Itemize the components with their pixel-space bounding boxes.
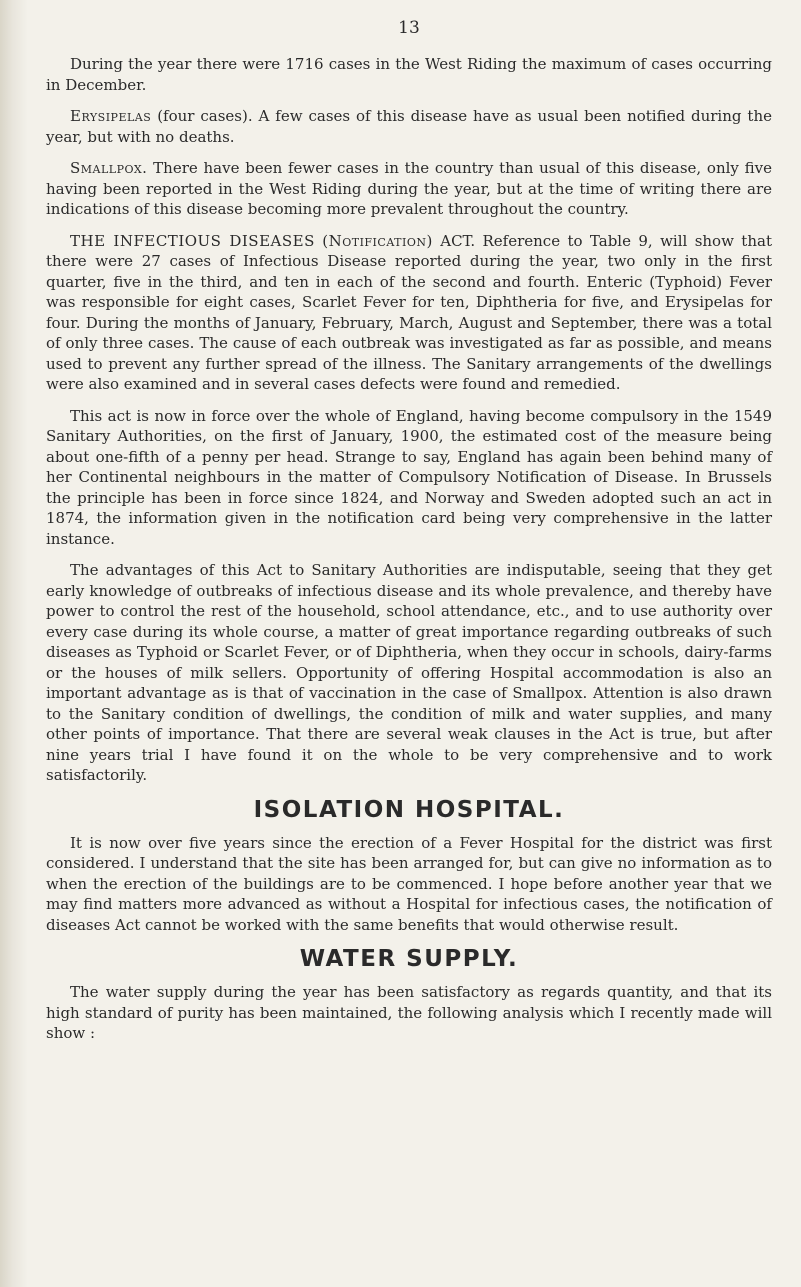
- paragraph-act-advantages: [46, 560, 772, 786]
- paragraph-erysipelas: [46, 106, 772, 147]
- erysipelas-heading: Erysipelas: [70, 107, 152, 125]
- paragraph-text: (four cases). A few cases of this disease have as usual been notified during the year, but with no deaths.: [46, 107, 772, 146]
- paragraph-text: ACT. Reference to Table 9, will show that there were 27 cases of Infectious Disease reported during the year, two only in the first quarter, five in the third, and ten in each of the second and fourth. Enteric (Typhoid) Fever was responsible for eight cases, Scarlet Fever for ten, Diphtheria for five, and Erysipelas for four. During the months of January, February, March, August and September, there was a total of only three cases. The cause of each outbreak was investigated as far as possible, and means used to prevent any further spread of the illness. The Sanitary arrangements of the dwellings were also examined and in several cases defects were found and remedied.: [46, 231, 772, 393]
- page-number: 13: [398, 18, 420, 38]
- act-heading: THE INFECTIOUS DISEASES: [70, 231, 315, 250]
- paragraph-west-riding: [46, 54, 772, 95]
- act-subheading: (Notification): [322, 231, 433, 250]
- paragraph-text: It is now over five years since the erection of a Fever Hospital for the district was first considered. I understand that the site has been arranged for, but can give no information as to when the erection of the buildings are to be commenced. I hope before another year that we may find matters more advanced as without a Hospital for infectious cases, the notification of diseases Act cannot be worked with the same benefits that would otherwise result.: [46, 833, 772, 934]
- paragraph-isolation-hospital: [46, 833, 772, 936]
- water-supply-title: WATER SUPPLY.: [299, 946, 519, 972]
- smallpox-heading: Smallpox.: [70, 159, 148, 177]
- paragraph-infectious-diseases-act: [46, 231, 772, 395]
- paragraph-smallpox: [46, 158, 772, 220]
- paragraph-text: During the year there were 1716 cases in the West Riding the maximum of cases occurring in December.: [46, 55, 772, 94]
- page-binding-edge: [0, 0, 28, 1287]
- paragraph-water-supply: [46, 982, 772, 1044]
- paragraph-text: This act is now in force over the whole of England, having become compulsory in the 1549 Sanitary Authorities, on the first of January, 1900, the estimated cost of the measure being about one-fifth of a penny per head. Strange to say, England has again been behind many of her Continental neighbours in the matter of Compulsory Notification of Disease. In Brussels the principle has been in force since 1824, and Norway and Sweden adopted such an act in 1874, the information given in the notification card being very comprehensive in the latter instance.: [46, 406, 772, 548]
- document-page: [46, 18, 772, 1055]
- paragraph-text: The advantages of this Act to Sanitary Authorities are indisputable, seeing that they get early knowledge of outbreaks of infectious disease and its whole prevalence, and thereby have power to control the rest of the household, school attendance, etc., and to use authority over every case during its whole course, a matter of great importance regarding outbreaks of such diseases as Typhoid or Scarlet Fever, or of Diphtheria, when they occur in schools, dairy-farms or the houses of milk sellers. Opportunity of offering Hospital accommodation is also an important advantage as is that of vaccination in the case of Smallpox. Attention is also drawn to the Sanitary condition of dwellings, the condition of milk and water supplies, and many other points of importance. That there are several weak clauses in the Act is true, but after nine years trial I have found it on the whole to be very comprehensive and to work satisfactorily.: [46, 561, 772, 784]
- isolation-hospital-title: ISOLATION HOSPITAL.: [253, 796, 565, 823]
- paragraph-text: There have been fewer cases in the country than usual of this disease, only five having been reported in the West Riding during the year, but at the time of writing there are indications of this disease becoming more prevalent throughout the country.: [46, 159, 772, 218]
- paragraph-act-in-force: [46, 406, 772, 550]
- paragraph-text: The water supply during the year has been satisfactory as regards quantity, and that its high standard of purity has been maintained, the following analysis which I recently made will show :: [46, 983, 772, 1042]
